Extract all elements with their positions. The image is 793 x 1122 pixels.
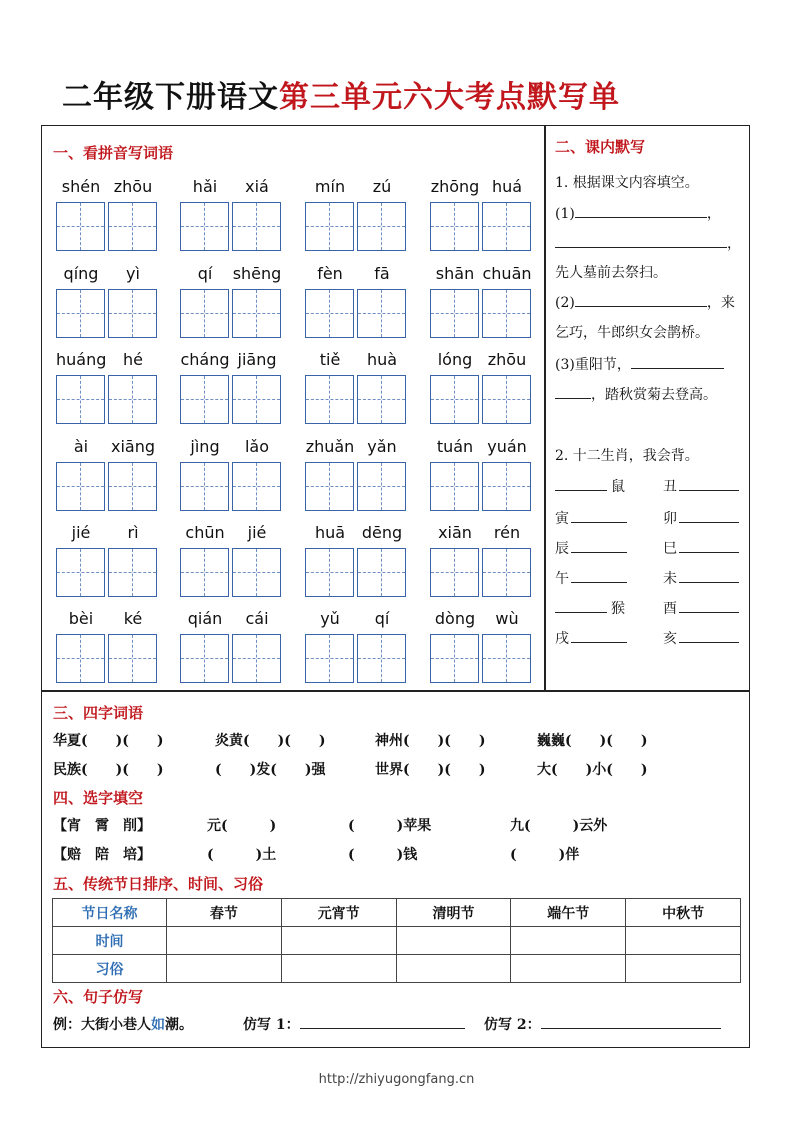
zodiac-item xyxy=(555,476,625,496)
zodiac-blank[interactable] xyxy=(555,477,607,491)
imitation-2-blank[interactable] xyxy=(541,1015,721,1029)
example-highlight: 如 xyxy=(151,1017,165,1033)
section1-title: 一、看拼音写词语 xyxy=(53,144,174,162)
choice-2b: ( )钱 xyxy=(348,847,418,863)
pinyin-syllable: zhuǎn xyxy=(305,437,355,456)
writing-box[interactable] xyxy=(56,289,105,338)
zodiac-animal: 卯 xyxy=(663,511,677,527)
pinyin-syllable: huà xyxy=(366,350,398,369)
pinyin-syllable: wù xyxy=(495,609,519,628)
pinyin-syllable: ké xyxy=(123,609,143,628)
q1a-line1 xyxy=(555,203,721,223)
example-pre: 例：大街小巷人 xyxy=(53,1017,151,1033)
q1c-line2 xyxy=(555,384,717,404)
zodiac-animal: 寅 xyxy=(555,511,569,527)
zodiac-item xyxy=(663,598,739,618)
writing-box[interactable] xyxy=(482,548,531,597)
pinyin-syllable: jié xyxy=(247,523,267,542)
zodiac-animal: 巳 xyxy=(663,541,677,557)
writing-box[interactable] xyxy=(108,202,157,251)
pinyin-syllable: huáng xyxy=(56,350,107,369)
cell-blank[interactable] xyxy=(396,927,511,955)
q1a-number: (1) xyxy=(555,206,575,222)
cell-blank[interactable] xyxy=(626,955,741,983)
pinyin-syllable: fā xyxy=(374,264,390,283)
writing-box[interactable] xyxy=(108,289,157,338)
pinyin-syllable: huā xyxy=(314,523,346,542)
writing-box[interactable] xyxy=(305,375,354,424)
pinyin-syllable: yǔ xyxy=(320,609,340,628)
row-label-custom: 习俗 xyxy=(53,955,167,983)
table-row xyxy=(53,927,741,955)
zodiac-blank[interactable] xyxy=(571,569,627,583)
example-post: 潮。 xyxy=(165,1017,193,1033)
zodiac-animal: 鼠 xyxy=(611,479,625,495)
zodiac-animal: 戌 xyxy=(555,631,569,647)
word-item xyxy=(305,177,407,253)
writing-box[interactable] xyxy=(357,462,406,511)
writing-box[interactable] xyxy=(56,548,105,597)
word-item xyxy=(430,609,532,685)
imitation-row xyxy=(53,1014,193,1034)
idiom-6: ( )发( )强 xyxy=(215,762,326,778)
writing-box[interactable] xyxy=(305,202,354,251)
pinyin-syllable: qí xyxy=(197,264,213,283)
word-item xyxy=(56,437,158,513)
q1c-blank2[interactable] xyxy=(555,385,591,399)
pinyin-syllable: yǎn xyxy=(367,437,397,456)
choice-1c: 九( )云外 xyxy=(510,818,608,834)
zodiac-blank[interactable] xyxy=(571,509,627,523)
section3-title: 三、四字词语 xyxy=(53,704,144,722)
zodiac-animal: 午 xyxy=(555,571,569,587)
pinyin-syllable: cái xyxy=(245,609,269,628)
word-item xyxy=(430,350,532,426)
zodiac-blank[interactable] xyxy=(571,539,627,553)
pinyin-syllable: dēng xyxy=(361,523,403,542)
header-spring: 春节 xyxy=(167,899,282,927)
imitation-2 xyxy=(484,1014,721,1034)
choice-set-2: 【赔 陪 培】 xyxy=(53,847,151,863)
word-item xyxy=(305,523,407,599)
writing-box[interactable] xyxy=(430,634,479,683)
idiom-2: 炎黄( )( ) xyxy=(215,733,326,749)
choice-1b: ( )苹果 xyxy=(348,818,432,834)
word-item xyxy=(305,609,407,685)
word-item xyxy=(180,437,282,513)
word-item xyxy=(56,609,158,685)
section2-title: 二、课内默写 xyxy=(555,138,646,156)
writing-box[interactable] xyxy=(232,548,281,597)
pinyin-syllable: hǎi xyxy=(192,177,218,196)
word-item xyxy=(430,264,532,340)
q1b-tail: ，来 xyxy=(706,295,735,311)
zodiac-blank[interactable] xyxy=(679,539,739,553)
word-item xyxy=(305,437,407,513)
writing-box[interactable] xyxy=(357,548,406,597)
q1a-blank1[interactable] xyxy=(575,204,707,218)
writing-box[interactable] xyxy=(108,634,157,683)
idiom-8: 大( )小( ) xyxy=(537,762,648,778)
header-lantern: 元宵节 xyxy=(281,899,396,927)
q1-prompt: 1. 根据课文内容填空。 xyxy=(555,175,699,191)
q1b-number: (2) xyxy=(555,295,575,311)
writing-box[interactable] xyxy=(305,548,354,597)
q1a-comma2: ， xyxy=(727,236,741,252)
cell-blank[interactable] xyxy=(396,955,511,983)
pinyin-syllable: qián xyxy=(187,609,223,628)
idiom-1: 华夏( )( ) xyxy=(53,733,164,749)
cell-blank[interactable] xyxy=(511,955,626,983)
word-item xyxy=(56,523,158,599)
q1c-end: ，踏秋赏菊去登高。 xyxy=(591,387,717,403)
row-label-time: 时间 xyxy=(53,927,167,955)
writing-box[interactable] xyxy=(430,375,479,424)
word-item xyxy=(56,264,158,340)
pinyin-syllable: zú xyxy=(372,177,392,196)
zodiac-item xyxy=(663,538,739,558)
writing-box[interactable] xyxy=(357,375,406,424)
table-row xyxy=(53,955,741,983)
writing-box[interactable] xyxy=(305,462,354,511)
header-duanwu: 端午节 xyxy=(511,899,626,927)
writing-box[interactable] xyxy=(232,462,281,511)
imitation-2-label: 仿写 2： xyxy=(484,1017,541,1033)
zodiac-blank[interactable] xyxy=(679,509,739,523)
pinyin-syllable: chūn xyxy=(185,523,225,542)
writing-box[interactable] xyxy=(305,289,354,338)
writing-box[interactable] xyxy=(357,634,406,683)
writing-box[interactable] xyxy=(180,289,229,338)
zodiac-item xyxy=(555,538,627,558)
word-item xyxy=(180,609,282,685)
writing-box[interactable] xyxy=(180,202,229,251)
writing-box[interactable] xyxy=(180,634,229,683)
choice-set-1: 【宵 霄 削】 xyxy=(53,818,151,834)
pinyin-syllable: zhōu xyxy=(113,177,153,196)
pinyin-syllable: yì xyxy=(126,264,140,283)
zodiac-animal: 未 xyxy=(663,571,677,587)
pinyin-syllable: yuán xyxy=(487,437,527,456)
writing-box[interactable] xyxy=(180,375,229,424)
zodiac-item xyxy=(663,508,739,528)
writing-box[interactable] xyxy=(482,289,531,338)
pinyin-syllable: jié xyxy=(71,523,91,542)
pinyin-syllable: fèn xyxy=(317,264,343,283)
q1b-blank[interactable] xyxy=(575,293,707,307)
zodiac-blank[interactable] xyxy=(555,599,607,613)
pinyin-syllable: qí xyxy=(374,609,390,628)
zodiac-blank[interactable] xyxy=(679,599,739,613)
header-midautumn: 中秋节 xyxy=(626,899,741,927)
pinyin-syllable: xiāng xyxy=(110,437,155,456)
title-part1: 二年级下册语文 xyxy=(62,80,279,115)
writing-box[interactable] xyxy=(180,548,229,597)
cell-blank[interactable] xyxy=(167,955,282,983)
writing-box[interactable] xyxy=(232,634,281,683)
imitation-1-blank[interactable] xyxy=(300,1015,465,1029)
pinyin-syllable: xiān xyxy=(438,523,472,542)
writing-box[interactable] xyxy=(108,375,157,424)
q1a-line2 xyxy=(555,233,741,253)
word-item xyxy=(305,350,407,426)
festival-table xyxy=(52,898,741,983)
writing-box[interactable] xyxy=(180,462,229,511)
pinyin-syllable: qíng xyxy=(63,264,99,283)
zodiac-item xyxy=(555,628,627,648)
q2-prompt: 2. 十二生肖，我会背。 xyxy=(555,448,699,464)
zodiac-blank[interactable] xyxy=(571,629,627,643)
q1a-end: 先人墓前去祭扫。 xyxy=(555,265,667,281)
word-item xyxy=(430,177,532,253)
pinyin-syllable: cháng xyxy=(180,350,230,369)
zodiac-item xyxy=(555,598,625,618)
cell-blank[interactable] xyxy=(511,927,626,955)
idiom-3: 神州( )( ) xyxy=(375,733,486,749)
pinyin-syllable: rì xyxy=(127,523,139,542)
writing-box[interactable] xyxy=(305,634,354,683)
choice-1a: 元( ) xyxy=(207,818,277,834)
section5-title: 五、传统节日排序、时间、习俗 xyxy=(53,875,264,893)
pinyin-syllable: mín xyxy=(314,177,346,196)
pinyin-syllable: jìng xyxy=(190,437,220,456)
zodiac-blank[interactable] xyxy=(679,569,739,583)
zodiac-animal: 猴 xyxy=(611,601,625,617)
zodiac-blank[interactable] xyxy=(679,477,739,491)
imitation-1 xyxy=(243,1014,465,1034)
zodiac-item xyxy=(663,628,739,648)
choice-2a: ( )土 xyxy=(207,847,277,863)
pinyin-syllable: rén xyxy=(493,523,521,542)
pinyin-syllable: hé xyxy=(123,350,143,369)
word-item xyxy=(180,264,282,340)
pinyin-syllable: lǎo xyxy=(244,437,270,456)
zodiac-item xyxy=(663,568,739,588)
zodiac-item xyxy=(555,508,627,528)
writing-box[interactable] xyxy=(108,462,157,511)
cell-blank[interactable] xyxy=(167,927,282,955)
zodiac-item xyxy=(555,568,627,588)
writing-box[interactable] xyxy=(56,375,105,424)
cell-blank[interactable] xyxy=(281,927,396,955)
pinyin-syllable: zhōu xyxy=(487,350,527,369)
q1b-end: 乞巧，牛郎织女会鹊桥。 xyxy=(555,325,709,341)
title-part2: 第三单元六大考点默写单 xyxy=(279,80,620,115)
writing-box[interactable] xyxy=(430,289,479,338)
writing-box[interactable] xyxy=(430,462,479,511)
writing-box[interactable] xyxy=(232,375,281,424)
zodiac-blank[interactable] xyxy=(679,629,739,643)
word-item xyxy=(305,264,407,340)
q1c-line1 xyxy=(555,354,724,374)
writing-box[interactable] xyxy=(482,202,531,251)
idiom-5: 民族( )( ) xyxy=(53,762,164,778)
section4-title: 四、选字填空 xyxy=(53,789,144,807)
word-item xyxy=(180,523,282,599)
writing-box[interactable] xyxy=(56,462,105,511)
writing-box[interactable] xyxy=(232,202,281,251)
q1c-blank1[interactable] xyxy=(631,355,724,369)
header-qingming: 清明节 xyxy=(396,899,511,927)
writing-box[interactable] xyxy=(482,634,531,683)
pinyin-syllable: tuán xyxy=(436,437,474,456)
pinyin-syllable: shēng xyxy=(232,264,282,283)
zodiac-item xyxy=(663,476,739,496)
pinyin-syllable: lóng xyxy=(437,350,473,369)
word-item xyxy=(430,523,532,599)
zodiac-animal: 丑 xyxy=(663,479,677,495)
writing-box[interactable] xyxy=(232,289,281,338)
writing-box[interactable] xyxy=(482,462,531,511)
footer-url: http://zhiyugongfang.cn xyxy=(318,1072,475,1087)
pinyin-syllable: tiě xyxy=(319,350,341,369)
cell-blank[interactable] xyxy=(626,927,741,955)
pinyin-syllable: chuān xyxy=(482,264,532,283)
pinyin-syllable: shén xyxy=(61,177,101,196)
writing-box[interactable] xyxy=(430,202,479,251)
table-header-row xyxy=(53,899,741,927)
q1c-start: (3)重阳节， xyxy=(555,357,631,373)
word-item xyxy=(430,437,532,513)
writing-box[interactable] xyxy=(482,375,531,424)
word-item xyxy=(56,350,158,426)
pinyin-syllable: zhōng xyxy=(430,177,480,196)
header-festival-name: 节日名称 xyxy=(53,899,167,927)
writing-box[interactable] xyxy=(430,548,479,597)
zodiac-animal: 亥 xyxy=(663,631,677,647)
writing-box[interactable] xyxy=(56,202,105,251)
choice-2c: ( )伴 xyxy=(510,847,580,863)
idiom-4: 巍巍( )( ) xyxy=(537,733,648,749)
pinyin-syllable: shān xyxy=(435,264,475,283)
cell-blank[interactable] xyxy=(281,955,396,983)
section6-title: 六、句子仿写 xyxy=(53,988,144,1006)
imitation-1-label: 仿写 1： xyxy=(243,1017,300,1033)
pinyin-syllable: dòng xyxy=(434,609,476,628)
q1b-line1 xyxy=(555,292,735,312)
writing-box[interactable] xyxy=(56,634,105,683)
pinyin-syllable: jiāng xyxy=(237,350,277,369)
zodiac-animal: 辰 xyxy=(555,541,569,557)
pinyin-syllable: xiá xyxy=(245,177,269,196)
word-item xyxy=(56,177,158,253)
word-item xyxy=(180,350,282,426)
zodiac-animal: 酉 xyxy=(663,601,677,617)
word-item xyxy=(180,177,282,253)
q1a-blank2[interactable] xyxy=(555,234,727,248)
q1a-comma: ， xyxy=(706,206,721,222)
pinyin-syllable: ài xyxy=(73,437,89,456)
writing-box[interactable] xyxy=(108,548,157,597)
pinyin-syllable: bèi xyxy=(68,609,94,628)
idiom-7: 世界( )( ) xyxy=(375,762,486,778)
writing-box[interactable] xyxy=(357,289,406,338)
pinyin-syllable: huá xyxy=(491,177,523,196)
page-title xyxy=(62,72,620,115)
writing-box[interactable] xyxy=(357,202,406,251)
